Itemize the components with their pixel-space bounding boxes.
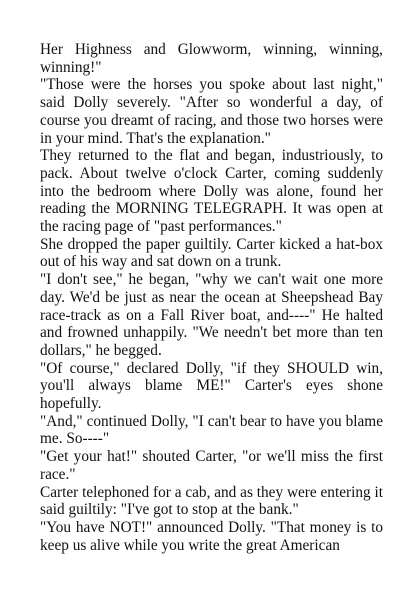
paragraph: Carter telephoned for a cab, and as they were entering it said guiltily: "I've got to stop at the bank." [40, 483, 383, 519]
paragraph: "I don't see," he began, "why we can't wait one more day. We'd be just as near the ocean at Sheepshead Bay race-track as on a Fall River boat, and----" He halted and frowned unhappily. "We needn't bet more than ten dollars," he begged. [40, 271, 383, 359]
paragraph: She dropped the paper guiltily. Carter kicked a hat-box out of his way and sat down on a trunk. [40, 235, 383, 271]
paragraph: "And," continued Dolly, "I can't bear to have you blame me. So----" [40, 412, 383, 448]
paragraph: They returned to the flat and began, industriously, to pack. About twelve o'clock Carter, coming suddenly into the bedroom where Dolly was alone, found her reading the MORNING TELEGRAPH. It was open at the racing page of "past performances." [40, 147, 383, 236]
document-page [40, 41, 383, 554]
paragraph: "Of course," declared Dolly, "if they SHOULD win, you'll always blame ME!" Carter's eyes shone hopefully. [40, 359, 383, 413]
paragraph: "Get your hat!" shouted Carter, "or we'll miss the first race." [40, 448, 383, 483]
paragraph: "Those were the horses you spoke about last night," said Dolly severely. "After so wonderful a day, of course you dreamt of racing, and those two horses were in your mind. That's the explanation." [40, 76, 383, 147]
paragraph: Her Highness and Glowworm, winning, winning, winning!" [40, 41, 383, 76]
paragraph: "You have NOT!" announced Dolly. "That money is to keep us alive while you write the great American [40, 518, 383, 554]
